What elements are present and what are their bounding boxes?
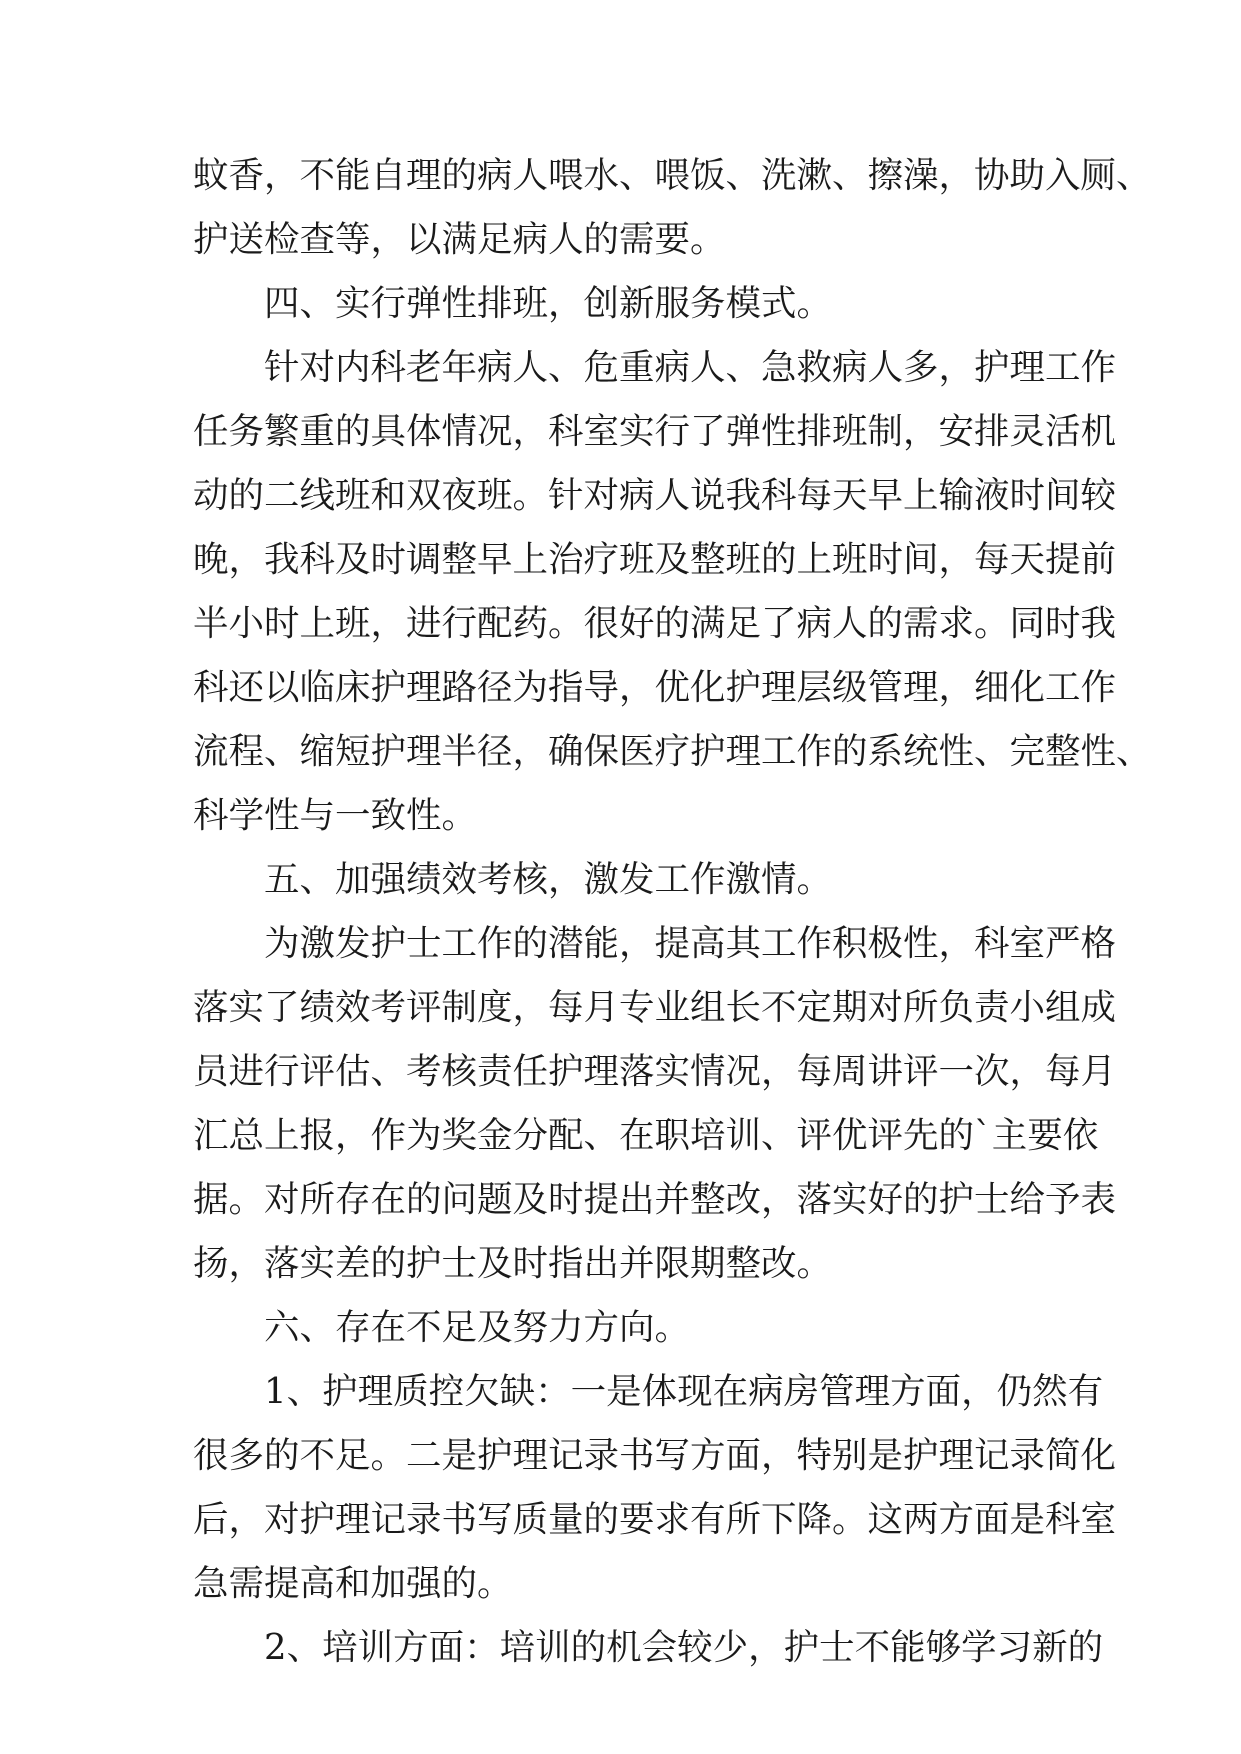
text-line: 2、培训方面：培训的机会较少，护士不能够学习新的	[193, 1627, 1104, 1668]
text-line: 护送检查等，以满足病人的需要。	[193, 219, 726, 260]
text-line: 后，对护理记录书写质量的要求有所下降。这两方面是科室	[193, 1499, 1117, 1540]
text-line: 半小时上班，进行配药。很好的满足了病人的需求。同时我	[193, 603, 1117, 644]
text-line: 蚊香，不能自理的病人喂水、喂饭、洗漱、擦澡，协助入厕、	[193, 155, 1152, 196]
text-line: 汇总上报，作为奖金分配、在职培训、评优评先的`主要依	[193, 1115, 1099, 1156]
text-line: 员进行评估、考核责任护理落实情况，每周讲评一次，每月	[193, 1051, 1117, 1092]
text-line: 任务繁重的具体情况，科室实行了弹性排班制，安排灵活机	[193, 411, 1117, 452]
text-line: 科学性与一致性。	[193, 795, 478, 836]
text-line: 晚，我科及时调整早上治疗班及整班的上班时间，每天提前	[193, 539, 1117, 580]
text-line: 急需提高和加强的。	[193, 1563, 513, 1604]
section-heading: 四、实行弹性排班，创新服务模式。	[193, 283, 833, 324]
text-line: 很多的不足。二是护理记录书写方面，特别是护理记录简化	[193, 1435, 1117, 1476]
text-line: 扬，落实差的护士及时指出并限期整改。	[193, 1243, 833, 1284]
text-line: 为激发护士工作的潜能，提高其工作积极性，科室严格	[193, 923, 1117, 964]
text-line: 针对内科老年病人、危重病人、急救病人多，护理工作	[193, 347, 1117, 388]
text-line: 流程、缩短护理半径，确保医疗护理工作的系统性、完整性、	[193, 731, 1152, 772]
section-heading: 五、加强绩效考核，激发工作激情。	[193, 859, 833, 900]
section-heading: 六、存在不足及努力方向。	[193, 1307, 691, 1348]
text-line: 据。对所存在的问题及时提出并整改，落实好的护士给予表	[193, 1179, 1117, 1220]
text-line: 动的二线班和双夜班。针对病人说我科每天早上输液时间较	[193, 475, 1117, 516]
text-line: 1、护理质控欠缺：一是体现在病房管理方面，仍然有	[193, 1371, 1104, 1412]
text-line: 落实了绩效考评制度，每月专业组长不定期对所负责小组成	[193, 987, 1117, 1028]
text-line: 科还以临床护理路径为指导，优化护理层级管理，细化工作	[193, 667, 1117, 708]
